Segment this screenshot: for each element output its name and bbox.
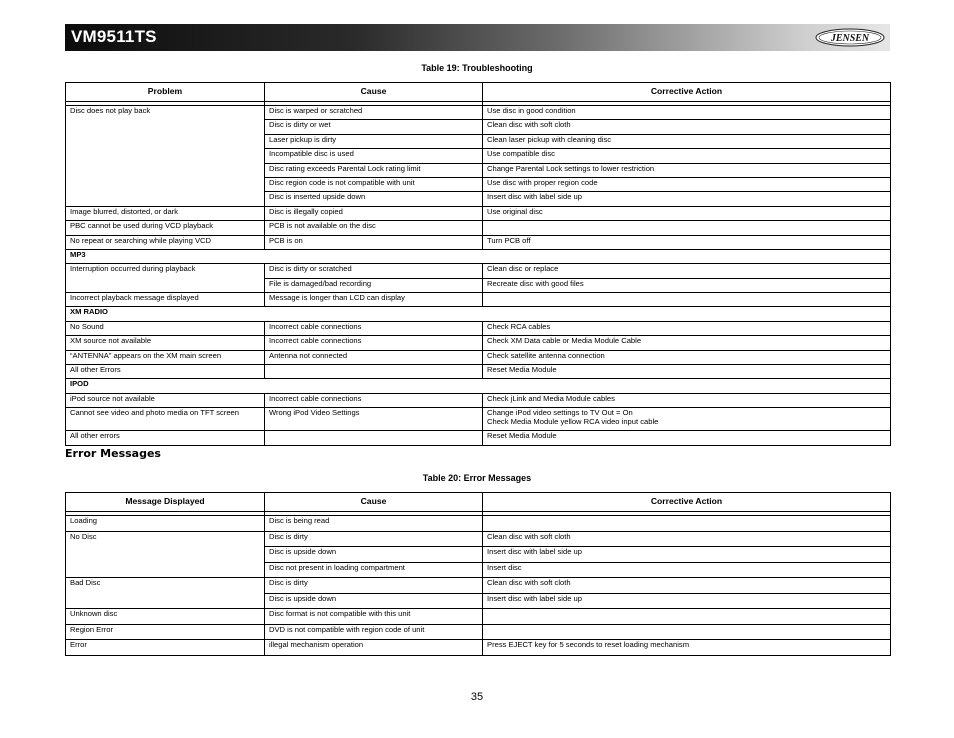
cause-cell	[265, 221, 483, 235]
problem-cell	[66, 221, 265, 235]
action-cell	[483, 547, 891, 563]
cause-cell-text: Disc is dirty or wet	[269, 120, 331, 130]
table-row	[66, 264, 891, 278]
action-cell	[483, 365, 891, 379]
message-cell	[66, 531, 265, 578]
model-title: VM9511TS	[71, 27, 157, 46]
cause-cell-text: Disc not present in loading compartment	[269, 562, 405, 572]
action-cell	[483, 134, 891, 148]
header-bar	[65, 24, 890, 51]
problem-cell	[66, 365, 265, 379]
cause-cell	[265, 321, 483, 335]
troubleshooting-table	[65, 82, 891, 446]
problem-cell-text: Image blurred, distorted, or dark	[70, 206, 179, 216]
action-cell	[483, 336, 891, 350]
col-header-cause: Cause	[265, 83, 483, 102]
cause-cell-text: Disc is upside down	[269, 547, 337, 556]
problem-cell	[66, 321, 265, 335]
cause-cell-text: Antenna not connected	[269, 350, 348, 360]
cause-cell-text: Disc rating exceeds Parental Lock rating limit	[269, 163, 421, 173]
action-cell	[483, 516, 891, 532]
table-row	[66, 293, 891, 307]
table-row	[66, 609, 891, 625]
cause-cell	[265, 293, 483, 307]
cause-cell	[265, 624, 483, 640]
table-row	[66, 624, 891, 640]
action-cell-text: Insert disc	[487, 562, 522, 572]
cause-cell	[265, 350, 483, 364]
action-cell-text: Turn PCB off	[487, 235, 531, 245]
cause-cell-text: DVD is not compatible with region code of unit	[269, 624, 425, 634]
cause-cell	[265, 547, 483, 563]
cause-cell	[265, 177, 483, 191]
problem-cell	[66, 206, 265, 220]
cause-cell	[265, 393, 483, 407]
cause-cell-text: PCB is on	[269, 235, 303, 245]
col-header-action: Corrective Action	[483, 83, 891, 102]
cause-cell-text: Disc is being read	[269, 516, 330, 525]
section-row	[66, 307, 891, 321]
cause-cell	[265, 640, 483, 656]
problem-cell-text: No Sound	[70, 321, 104, 331]
cause-cell	[265, 264, 483, 278]
cause-cell-text: illegal mechanism operation	[269, 640, 364, 649]
cause-cell-text: Disc is dirty or scratched	[269, 264, 352, 274]
action-cell	[483, 350, 891, 364]
action-cell	[483, 640, 891, 656]
cause-cell-text: Laser pickup is dirty	[269, 134, 337, 144]
table-row	[66, 365, 891, 379]
table-row	[66, 516, 891, 532]
table-row	[66, 578, 891, 594]
jensen-logo	[815, 28, 885, 47]
error-messages-heading: Error Messages	[65, 447, 161, 460]
action-cell-text: Reset Media Module	[487, 431, 557, 441]
cause-cell	[265, 278, 483, 292]
action-cell	[483, 163, 891, 177]
action-cell	[483, 562, 891, 578]
table-row	[66, 531, 891, 547]
cause-cell-text: Incorrect cable connections	[269, 321, 362, 331]
message-cell-text: No Disc	[70, 531, 97, 541]
cause-cell-text: Incorrect cable connections	[269, 336, 362, 346]
problem-cell	[66, 293, 265, 307]
section-row	[66, 379, 891, 393]
action-cell	[483, 120, 891, 134]
cause-cell	[265, 365, 483, 379]
action-cell-text: Clean disc with soft cloth	[487, 120, 571, 130]
cause-cell	[265, 134, 483, 148]
problem-cell	[66, 264, 265, 293]
action-cell	[483, 192, 891, 206]
cause-cell	[265, 562, 483, 578]
problem-cell	[66, 106, 265, 207]
section-label: MP3	[66, 249, 891, 263]
cause-cell-text: Wrong iPod Video Settings	[269, 408, 360, 418]
problem-cell-text: PBC cannot be used during VCD playback	[70, 221, 214, 231]
cause-cell-text: Disc is dirty	[269, 531, 308, 541]
message-cell	[66, 640, 265, 656]
message-cell	[66, 624, 265, 640]
action-cell-text: Clean laser pickup with cleaning disc	[487, 134, 612, 144]
problem-cell	[66, 350, 265, 364]
cause-cell	[265, 336, 483, 350]
action-cell-text: Use original disc	[487, 206, 543, 216]
action-cell	[483, 293, 891, 307]
cause-cell-text: Message is longer than LCD can display	[269, 293, 405, 303]
problem-cell-text: “ANTENNA” appears on the XM main screen	[70, 350, 222, 360]
action-cell	[483, 431, 891, 445]
table19-caption: Table 19: Troubleshooting	[421, 63, 533, 73]
action-cell	[483, 408, 891, 431]
action-cell-text: Clean disc with soft cloth	[487, 578, 571, 587]
action-cell	[483, 624, 891, 640]
cause-cell	[265, 120, 483, 134]
action-cell	[483, 149, 891, 163]
table20-caption: Table 20: Error Messages	[422, 473, 532, 483]
problem-cell	[66, 408, 265, 431]
table-row	[66, 350, 891, 364]
problem-cell	[66, 235, 265, 249]
cause-cell	[265, 192, 483, 206]
action-cell-text: Reset Media Module	[487, 365, 557, 375]
action-cell	[483, 235, 891, 249]
brand-text: JENSEN	[830, 33, 870, 44]
cause-cell-text: Disc format is not compatible with this unit	[269, 609, 411, 618]
action-cell	[483, 321, 891, 335]
action-cell-text: Insert disc with label side up	[487, 192, 582, 202]
problem-cell-text: All other errors	[70, 431, 120, 441]
table-row	[66, 106, 891, 120]
cause-cell-text: Disc region code is not compatible with unit	[269, 177, 415, 187]
action-cell-text: Insert disc with label side up	[487, 593, 582, 603]
action-cell	[483, 206, 891, 220]
table-row	[66, 408, 891, 431]
message-cell	[66, 516, 265, 532]
action-cell-text: Press EJECT key for 5 seconds to reset loading mechanism	[487, 640, 690, 649]
action-cell-text: Recreate disc with good files	[487, 278, 584, 288]
error-messages-table	[65, 492, 891, 656]
action-cell-text-2: Check Media Module yellow RCA video input cable	[487, 416, 659, 426]
problem-cell	[66, 393, 265, 407]
table-row	[66, 321, 891, 335]
table-row	[66, 336, 891, 350]
problem-cell-text: All other Errors	[70, 365, 121, 375]
col-header-problem: Problem	[66, 83, 265, 102]
cause-cell	[265, 431, 483, 445]
action-cell-text: Clean disc or replace	[487, 264, 559, 274]
cause-cell	[265, 408, 483, 431]
message-cell	[66, 609, 265, 625]
action-cell	[483, 609, 891, 625]
cause-cell	[265, 235, 483, 249]
action-cell-text: Check satellite antenna connection	[487, 350, 605, 360]
cause-cell	[265, 531, 483, 547]
cause-cell-text: Incompatible disc is used	[269, 149, 354, 159]
col-header-cause: Cause	[265, 493, 483, 512]
problem-cell-text: iPod source not available	[70, 393, 155, 403]
problem-cell-text: Interruption occurred during playback	[70, 264, 196, 274]
action-cell-text: Use disc in good condition	[487, 106, 576, 115]
cause-cell-text: Disc is illegally copied	[269, 206, 343, 216]
table-row	[66, 221, 891, 235]
cause-cell	[265, 609, 483, 625]
problem-cell-text: Disc does not play back	[70, 106, 151, 115]
cause-cell	[265, 206, 483, 220]
cause-cell	[265, 106, 483, 120]
message-cell-text: Region Error	[70, 624, 114, 634]
action-cell-text: Change Parental Lock settings to lower restriction	[487, 163, 655, 173]
table-row	[66, 235, 891, 249]
problem-cell-text: Incorrect playback message displayed	[70, 293, 199, 303]
action-cell	[483, 393, 891, 407]
table-row	[66, 431, 891, 445]
cause-cell	[265, 149, 483, 163]
problem-cell	[66, 431, 265, 445]
cause-cell	[265, 578, 483, 594]
action-cell-text: Check RCA cables	[487, 321, 551, 331]
action-cell	[483, 278, 891, 292]
action-cell	[483, 593, 891, 609]
cause-cell	[265, 516, 483, 532]
col-header-action: Corrective Action	[483, 493, 891, 512]
cause-cell-text: Disc is dirty	[269, 578, 308, 587]
problem-cell-text: No repeat or searching while playing VCD	[70, 235, 211, 245]
table-row	[66, 393, 891, 407]
action-cell-text: Clean disc with soft cloth	[487, 531, 571, 541]
problem-cell-text: XM source not available	[70, 336, 152, 346]
message-cell-text: Unknown disc	[70, 609, 118, 618]
problem-cell-text: Cannot see video and photo media on TFT screen	[70, 408, 239, 418]
action-cell	[483, 531, 891, 547]
action-cell	[483, 106, 891, 120]
table-row	[66, 206, 891, 220]
message-cell-text: Bad Disc	[70, 578, 101, 587]
action-cell-text: Use disc with proper region code	[487, 177, 598, 187]
action-cell-text: Change iPod video settings to TV Out = On	[487, 408, 633, 418]
col-header-message: Message Displayed	[66, 493, 265, 512]
action-cell	[483, 578, 891, 594]
cause-cell	[265, 163, 483, 177]
cause-cell-text: File is damaged/bad recording	[269, 278, 372, 288]
action-cell-text: Check jLink and Media Module cables	[487, 393, 615, 403]
cause-cell-text: PCB is not available on the disc	[269, 221, 376, 231]
cause-cell-text: Incorrect cable connections	[269, 393, 362, 403]
cause-cell-text: Disc is warped or scratched	[269, 106, 363, 115]
problem-cell	[66, 336, 265, 350]
action-cell	[483, 221, 891, 235]
action-cell	[483, 177, 891, 191]
section-label: IPOD	[66, 379, 891, 393]
message-cell-text: Error	[70, 640, 87, 649]
action-cell-text: Check XM Data cable or Media Module Cable	[487, 336, 642, 346]
cause-cell	[265, 593, 483, 609]
cause-cell-text: Disc is upside down	[269, 593, 337, 603]
message-cell	[66, 578, 265, 609]
action-cell	[483, 264, 891, 278]
section-label: XM RADIO	[66, 307, 891, 321]
action-cell-text: Insert disc with label side up	[487, 547, 582, 556]
message-cell-text: Loading	[70, 516, 98, 525]
table-row	[66, 640, 891, 656]
cause-cell-text: Disc is inserted upside down	[269, 192, 366, 202]
section-row	[66, 249, 891, 263]
action-cell-text: Use compatible disc	[487, 149, 555, 159]
page-number: 35	[470, 691, 484, 703]
